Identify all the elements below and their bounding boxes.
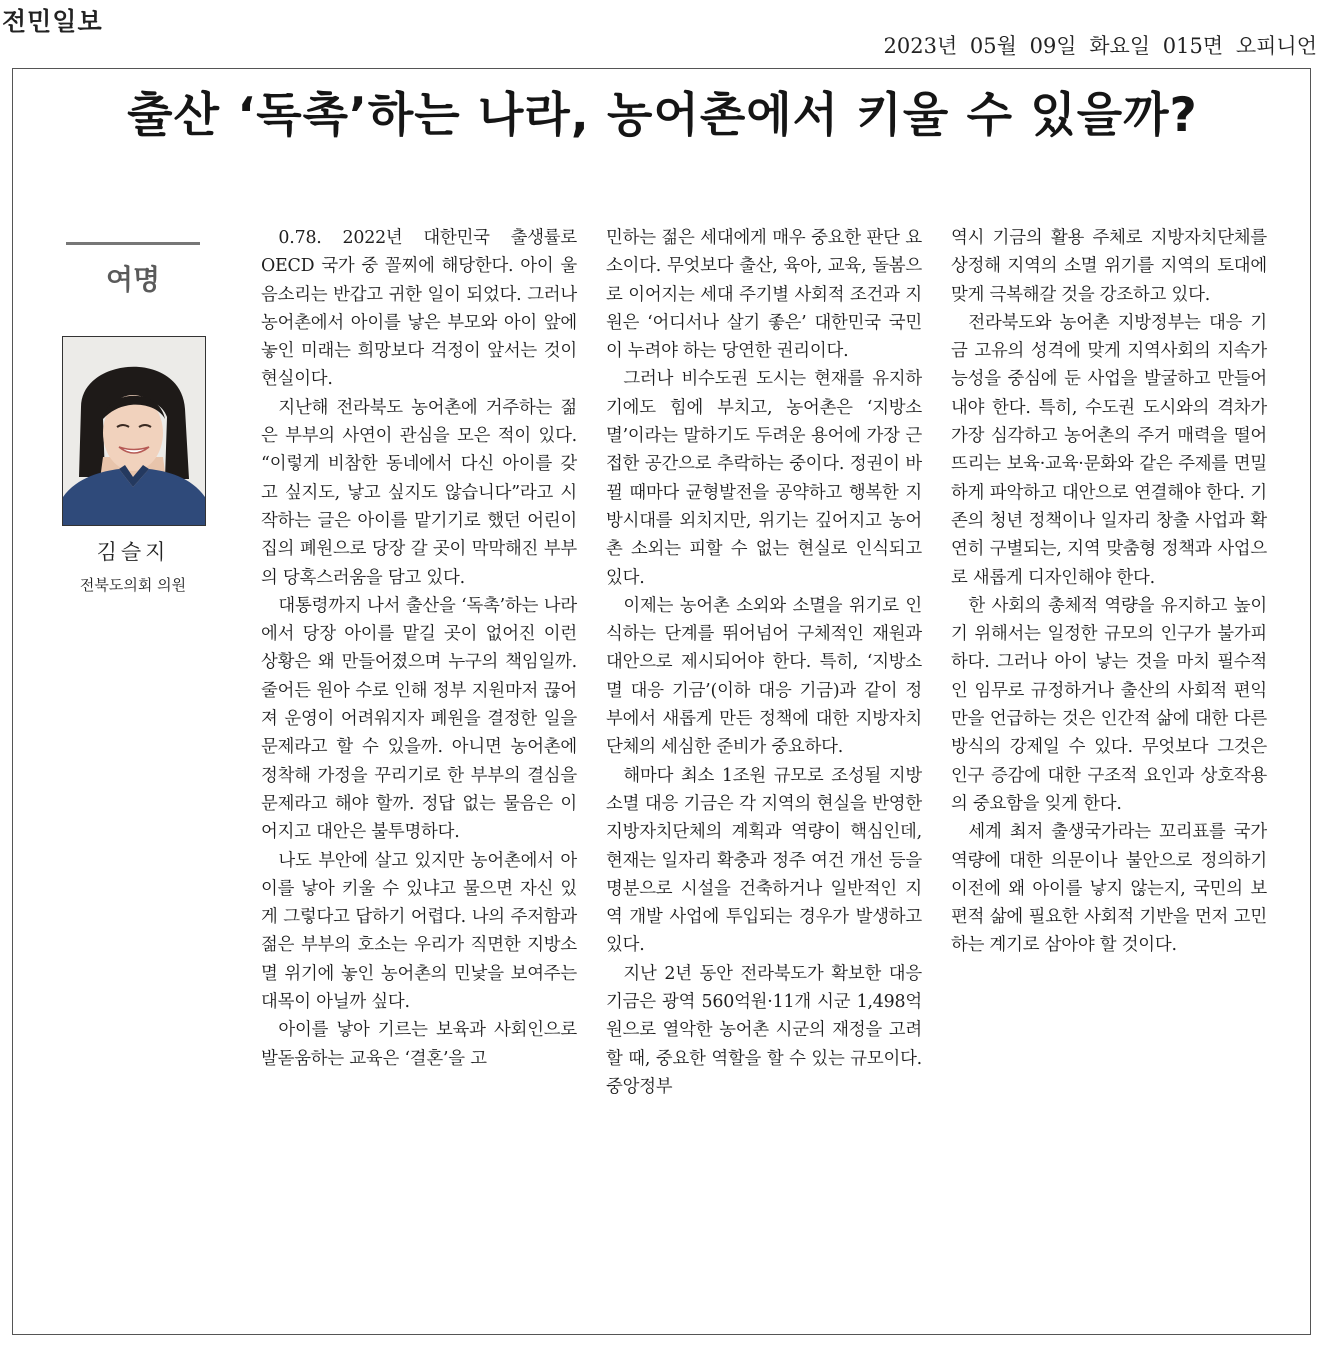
- paragraph: 전라북도와 농어촌 지방정부는 대응 기금 고유의 성격에 맞게 지역사회의 지속가능성을 중심에 둔 사업을 발굴하고 만들어내야 한다. 특히, 수도권 도시와의 격차가 가장 심각하고 농어촌의 주거 매력을 떨어뜨리는 보육·교육·문화와 같은 주제를 면밀하게 파악하고 대안으로 연결해야 한다. 기존의 청년 정책이나 일자리 창출 사업과 확연히 구별되는, 지역 맞춤형 정책과 사업으로 새롭게 디자인해야 한다.: [951, 312, 1267, 588]
- paragraph: 민하는 젊은 세대에게 매우 중요한 판단 요소이다. 무엇보다 출산, 육아, 교육, 돌봄으로 이어지는 세대 주기별 사회적 조건과 지원은 ‘어디서나 살기 좋은’ 대한민국 국민이 누려야 하는 당연한 권리이다.: [606, 228, 922, 362]
- paragraph: 이제는 농어촌 소외와 소멸을 위기로 인식하는 단계를 뛰어넘어 구체적인 재원과 대안으로 제시되어야 한다. 특히, ‘지방소멸 대응 기금’(이하 대응 기금)과 같이 정부에서 새롭게 만든 정책에 대한 지방자치단체의 세심한 준비가 중요하다.: [606, 595, 922, 758]
- author-photo: [62, 336, 206, 526]
- paragraph: 한 사회의 총체적 역량을 유지하고 높이기 위해서는 일정한 규모의 인구가 불가피하다. 그러나 아이 낳는 것을 마치 필수적인 임무로 규정하거나 출산의 사회적 편익만을 언급하는 것은 인간적 삶에 대한 다른 방식의 강제일 수 있다. 무엇보다 그것은 인구 증감에 대한 구조적 요인과 상호작용의 중요함을 잊게 한다.: [951, 595, 1267, 814]
- paragraph: 나도 부안에 살고 있지만 농어촌에서 아이를 낳아 키울 수 있냐고 물으면 자신 있게 그렇다고 답하기 어렵다. 나의 주저함과 젊은 부부의 호소는 우리가 직면한 지방소멸 위기에 놓인 농어촌의 민낯을 보여주는 대목이 아닐까 싶다.: [261, 850, 577, 1013]
- article-headline: 출산 ‘독촉’하는 나라, 농어촌에서 키울 수 있을까?: [127, 88, 1198, 143]
- publication-dateline: 2023년 05월 09일 화요일 015면 오피니언: [883, 34, 1317, 58]
- paragraph: 역시 기금의 활용 주체로 지방자치단체를 상정해 지역의 소멸 위기를 지역의 토대에 맞게 극복해갈 것을 강조하고 있다.: [951, 228, 1267, 305]
- newspaper-name: 전민일보: [2, 7, 103, 36]
- author-portrait-illustration: [63, 337, 205, 525]
- paragraph: 0.78. 2022년 대한민국 출생률로 OECD 국가 중 꼴찌에 해당한다. 아이 울음소리는 반갑고 귀한 일이 되었다. 그러나 농어촌에서 아이를 낳은 부모와 아이 앞에 놓인 미래는 희망보다 걱정이 앞서는 것이 현실이다.: [261, 228, 577, 390]
- paragraph: 대통령까지 나서 출산을 ‘독촉’하는 나라에서 당장 아이를 맡길 곳이 없어진 이런 상황은 왜 만들어졌으며 누구의 책임일까. 줄어든 원아 수로 인해 정부 지원마저 끊어져 운영이 어려워지자 폐원을 결정한 일을 문제라고 할 수 있을까. 아니면 농어촌에 정착해 가정을 꾸리기로 한 부부의 결심을 문제라고 해야 할까. 정답 없는 물음은 이어지고 대안은 불투명하다.: [261, 595, 577, 843]
- column-series-name: 여명: [105, 263, 161, 296]
- paragraph: 아이를 낳아 기르는 보육과 사회인으로 발돋움하는 교육은 ‘결혼’을 고: [261, 1020, 577, 1069]
- article-column-1: [261, 224, 577, 1073]
- article-column-3: [951, 224, 1267, 960]
- column-name-divider: [66, 242, 200, 245]
- article-column-2: [606, 224, 922, 1101]
- paragraph: 해마다 최소 1조원 규모로 조성될 지방소멸 대응 기금은 각 지역의 현실을 반영한 지방자치단체의 계획과 역량이 핵심인데, 현재는 일자리 확충과 정주 여건 개선 등을 명분으로 시설을 건축하거나 일반적인 지역 개발 사업에 투입되는 경우가 발생하고 있다.: [606, 765, 922, 956]
- author-title: 전북도의회 의원: [79, 576, 187, 594]
- paragraph: 세계 최저 출생국가라는 꼬리표를 국가 역량에 대한 의문이나 불안으로 정의하기 이전에 왜 아이를 낳지 않는지, 국민의 보편적 삶에 필요한 사회적 기반을 먼저 고민하는 계기로 삼아야 할 것이다.: [951, 822, 1267, 956]
- paragraph: 지난 2년 동안 전라북도가 확보한 대응 기금은 광역 560억원·11개 시군 1,498억원으로 열악한 농어촌 시군의 재정을 고려할 때, 중요한 역할을 할 수 있는 규모이다. 중앙정부: [606, 963, 922, 1097]
- author-name: 김슬지: [96, 540, 170, 564]
- paragraph: 그러나 비수도권 도시는 현재를 유지하기에도 힘에 부치고, 농어촌은 ‘지방소멸’이라는 말하기도 두려운 용어에 가장 근접한 공간으로 추락하는 중이다. 정권이 바뀔 때마다 균형발전을 공약하고 행복한 지방시대를 외치지만, 위기는 깊어지고 농어촌 소외는 피할 수 없는 현실로 인식되고 있다.: [606, 369, 922, 588]
- paragraph: 지난해 전라북도 농어촌에 거주하는 젊은 부부의 사연이 관심을 모은 적이 있다. “이렇게 비참한 동네에서 다신 아이를 갖고 싶지도, 낳고 싶지도 않습니다”라고 시작하는 글은 아이를 맡기기로 했던 어린이집의 폐원으로 당장 갈 곳이 막막해진 부부의 당혹스러움을 담고 있다.: [261, 397, 577, 588]
